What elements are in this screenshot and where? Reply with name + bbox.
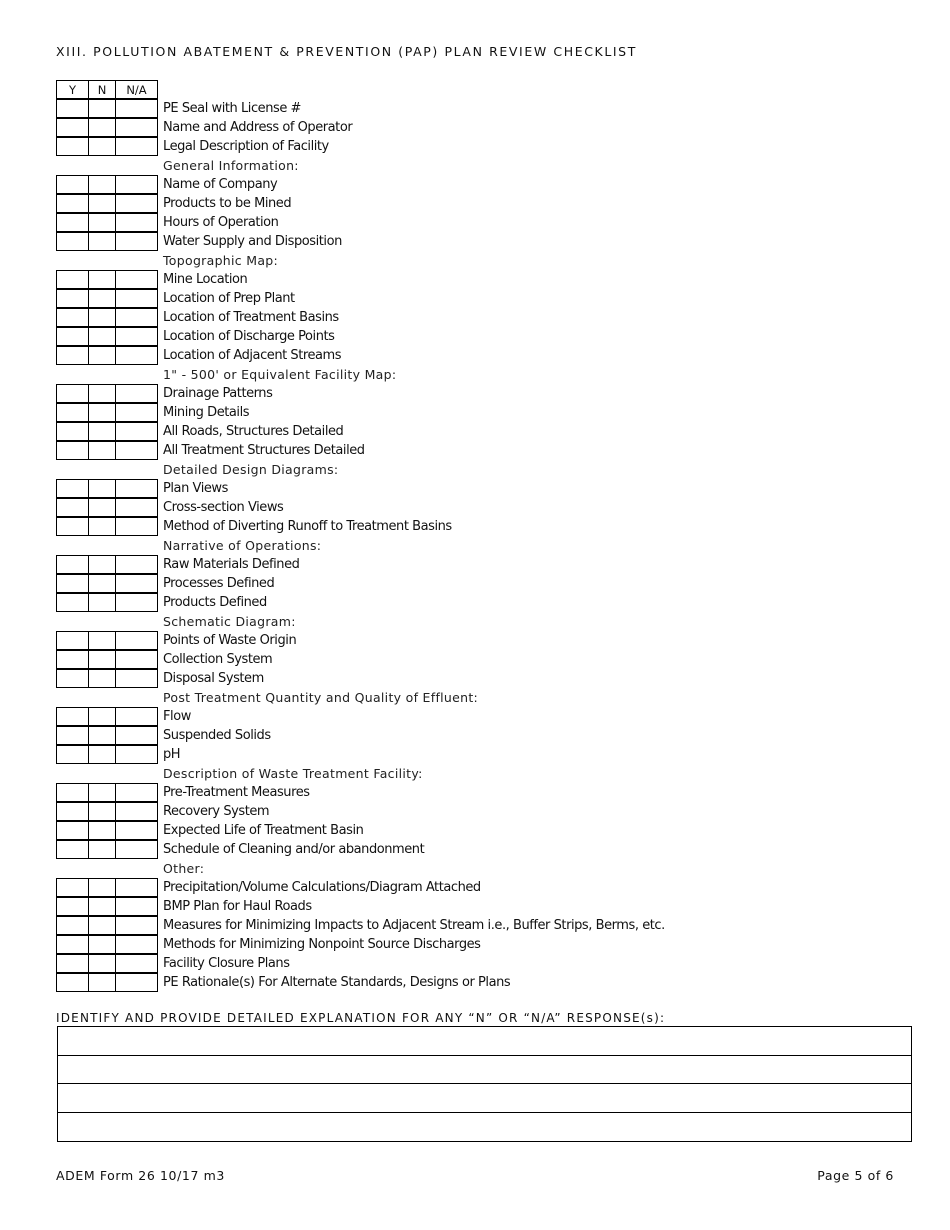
checkbox-y[interactable] <box>56 137 89 156</box>
section-heading: Narrative of Operations: <box>163 538 322 553</box>
column-n-label: N <box>89 81 116 99</box>
checkbox-y[interactable] <box>56 289 89 308</box>
explanation-box <box>57 1026 912 1142</box>
checkbox-na[interactable] <box>115 137 158 156</box>
checkbox-y[interactable] <box>56 194 89 213</box>
checkbox-group <box>56 517 157 536</box>
checkbox-n[interactable] <box>88 821 116 840</box>
checkbox-na[interactable] <box>115 346 158 365</box>
checkbox-n[interactable] <box>88 289 116 308</box>
checkbox-na[interactable] <box>115 175 158 194</box>
page-number: Page 5 of 6 <box>817 1168 894 1183</box>
item-label: Processes Defined <box>163 576 275 591</box>
checkbox-group <box>56 213 157 232</box>
checkbox-n[interactable] <box>88 232 116 251</box>
item-label: Location of Adjacent Streams <box>163 348 342 363</box>
section-heading: Schematic Diagram: <box>163 614 296 629</box>
checkbox-y[interactable] <box>56 441 89 460</box>
checkbox-n[interactable] <box>88 346 116 365</box>
checkbox-n[interactable] <box>88 745 116 764</box>
checkbox-na[interactable] <box>115 650 158 669</box>
checkbox-na[interactable] <box>115 118 158 137</box>
section-heading: Other: <box>163 861 205 876</box>
item-label: Disposal System <box>163 671 264 686</box>
checkbox-n[interactable] <box>88 650 116 669</box>
checkbox-y[interactable] <box>56 346 89 365</box>
checkbox-na[interactable] <box>115 631 158 650</box>
checkbox-n[interactable] <box>88 707 116 726</box>
checkbox-y[interactable] <box>56 669 89 688</box>
checkbox-group <box>56 973 157 992</box>
item-label: Location of Treatment Basins <box>163 310 339 325</box>
checkbox-y[interactable] <box>56 422 89 441</box>
checkbox-group <box>56 403 157 422</box>
checkbox-na[interactable] <box>115 232 158 251</box>
checkbox-group <box>56 669 157 688</box>
checkbox-na[interactable] <box>115 289 158 308</box>
checkbox-n[interactable] <box>88 726 116 745</box>
form-id: ADEM Form 26 10/17 m3 <box>56 1168 225 1183</box>
section-heading: Description of Waste Treatment Facility: <box>163 766 423 781</box>
checkbox-n[interactable] <box>88 669 116 688</box>
checkbox-na[interactable] <box>115 954 158 973</box>
checkbox-na[interactable] <box>115 422 158 441</box>
checkbox-na[interactable] <box>115 783 158 802</box>
checkbox-group <box>56 821 157 840</box>
checkbox-group <box>56 384 157 403</box>
item-label: Location of Discharge Points <box>163 329 335 344</box>
item-label: All Roads, Structures Detailed <box>163 424 344 439</box>
item-label: Flow <box>163 709 191 724</box>
checkbox-n[interactable] <box>88 175 116 194</box>
checkbox-na[interactable] <box>115 517 158 536</box>
checkbox-na[interactable] <box>115 916 158 935</box>
checkbox-na[interactable] <box>115 498 158 517</box>
checkbox-group <box>56 327 157 346</box>
checkbox-y[interactable] <box>56 802 89 821</box>
checkbox-n[interactable] <box>88 498 116 517</box>
checkbox-group <box>56 745 157 764</box>
checkbox-n[interactable] <box>88 403 116 422</box>
checkbox-y[interactable] <box>56 821 89 840</box>
checkbox-na[interactable] <box>115 707 158 726</box>
checkbox-na[interactable] <box>115 555 158 574</box>
column-y-label: Y <box>57 81 89 99</box>
checkbox-n[interactable] <box>88 593 116 612</box>
item-label: pH <box>163 747 181 762</box>
checkbox-na[interactable] <box>115 878 158 897</box>
checkbox-group <box>56 99 157 118</box>
checkbox-group <box>56 840 157 859</box>
checkbox-y[interactable] <box>56 897 89 916</box>
checkbox-y[interactable] <box>56 403 89 422</box>
explanation-line[interactable] <box>58 1084 911 1113</box>
checkbox-group <box>56 897 157 916</box>
item-label: Precipitation/Volume Calculations/Diagram Attached <box>163 880 481 895</box>
checkbox-n[interactable] <box>88 479 116 498</box>
checkbox-group <box>56 194 157 213</box>
page-title: XIII. POLLUTION ABATEMENT & PREVENTION (PAP) PLAN REVIEW CHECKLIST <box>56 44 637 59</box>
checkbox-y[interactable] <box>56 479 89 498</box>
checkbox-na[interactable] <box>115 821 158 840</box>
item-label: Collection System <box>163 652 273 667</box>
checkbox-na[interactable] <box>115 270 158 289</box>
checkbox-na[interactable] <box>115 840 158 859</box>
checkbox-y[interactable] <box>56 745 89 764</box>
item-label: PE Rationale(s) For Alternate Standards, Designs or Plans <box>163 975 511 990</box>
checkbox-group <box>56 650 157 669</box>
checkbox-y[interactable] <box>56 384 89 403</box>
checkbox-n[interactable] <box>88 840 116 859</box>
item-label: PE Seal with License # <box>163 101 301 116</box>
checkbox-n[interactable] <box>88 555 116 574</box>
checkbox-group <box>56 783 157 802</box>
checkbox-y[interactable] <box>56 213 89 232</box>
checkbox-na[interactable] <box>115 384 158 403</box>
item-label: Products Defined <box>163 595 267 610</box>
checkbox-n[interactable] <box>88 99 116 118</box>
checkbox-na[interactable] <box>115 593 158 612</box>
checkbox-n[interactable] <box>88 878 116 897</box>
checkbox-n[interactable] <box>88 935 116 954</box>
checkbox-column-header <box>56 80 158 99</box>
checkbox-y[interactable] <box>56 498 89 517</box>
checkbox-group <box>56 726 157 745</box>
item-label: Legal Description of Facility <box>163 139 329 154</box>
item-label: BMP Plan for Haul Roads <box>163 899 312 914</box>
item-label: Plan Views <box>163 481 228 496</box>
checkbox-n[interactable] <box>88 517 116 536</box>
item-label: Expected Life of Treatment Basin <box>163 823 364 838</box>
item-label: Hours of Operation <box>163 215 279 230</box>
explanation-line[interactable] <box>58 1027 911 1056</box>
checkbox-group <box>56 479 157 498</box>
item-label: Facility Closure Plans <box>163 956 290 971</box>
checkbox-na[interactable] <box>115 897 158 916</box>
checkbox-na[interactable] <box>115 194 158 213</box>
section-heading: Post Treatment Quantity and Quality of Effluent: <box>163 690 479 705</box>
checkbox-n[interactable] <box>88 441 116 460</box>
checkbox-na[interactable] <box>115 327 158 346</box>
item-label: Recovery System <box>163 804 270 819</box>
checkbox-group <box>56 270 157 289</box>
item-label: Cross-section Views <box>163 500 284 515</box>
item-label: Raw Materials Defined <box>163 557 300 572</box>
checkbox-y[interactable] <box>56 270 89 289</box>
checkbox-n[interactable] <box>88 783 116 802</box>
checkbox-group <box>56 707 157 726</box>
checkbox-n[interactable] <box>88 897 116 916</box>
checkbox-y[interactable] <box>56 935 89 954</box>
checkbox-y[interactable] <box>56 327 89 346</box>
item-label: Drainage Patterns <box>163 386 273 401</box>
checkbox-y[interactable] <box>56 175 89 194</box>
explanation-line[interactable] <box>58 1113 911 1142</box>
checkbox-y[interactable] <box>56 954 89 973</box>
checkbox-y[interactable] <box>56 517 89 536</box>
checkbox-y[interactable] <box>56 878 89 897</box>
checkbox-group <box>56 175 157 194</box>
checkbox-group <box>56 289 157 308</box>
section-heading: 1" - 500' or Equivalent Facility Map: <box>163 367 397 382</box>
explanation-line[interactable] <box>58 1056 911 1085</box>
checkbox-group <box>56 346 157 365</box>
checkbox-group <box>56 441 157 460</box>
checkbox-y[interactable] <box>56 973 89 992</box>
checkbox-group <box>56 555 157 574</box>
checkbox-group <box>56 498 157 517</box>
checkbox-y[interactable] <box>56 555 89 574</box>
checkbox-y[interactable] <box>56 707 89 726</box>
checkbox-y[interactable] <box>56 783 89 802</box>
item-label: Schedule of Cleaning and/or abandonment <box>163 842 425 857</box>
checkbox-na[interactable] <box>115 403 158 422</box>
checkbox-y[interactable] <box>56 232 89 251</box>
section-heading: Detailed Design Diagrams: <box>163 462 339 477</box>
checkbox-y[interactable] <box>56 593 89 612</box>
checkbox-n[interactable] <box>88 954 116 973</box>
checkbox-y[interactable] <box>56 840 89 859</box>
checkbox-na[interactable] <box>115 574 158 593</box>
item-label: Measures for Minimizing Impacts to Adjacent Stream i.e., Buffer Strips, Berms, etc. <box>163 918 665 933</box>
checkbox-group <box>56 802 157 821</box>
checkbox-group <box>56 878 157 897</box>
checkbox-group <box>56 631 157 650</box>
checkbox-na[interactable] <box>115 308 158 327</box>
section-heading: General Information: <box>163 158 299 173</box>
checkbox-group <box>56 935 157 954</box>
checkbox-na[interactable] <box>115 213 158 232</box>
checkbox-y[interactable] <box>56 574 89 593</box>
item-label: Method of Diverting Runoff to Treatment Basins <box>163 519 452 534</box>
checkbox-y[interactable] <box>56 726 89 745</box>
checkbox-na[interactable] <box>115 441 158 460</box>
section-heading: Topographic Map: <box>163 253 279 268</box>
item-label: Products to be Mined <box>163 196 292 211</box>
checkbox-group <box>56 118 157 137</box>
checkbox-na[interactable] <box>115 669 158 688</box>
item-label: Mine Location <box>163 272 248 287</box>
checkbox-y[interactable] <box>56 308 89 327</box>
checkbox-y[interactable] <box>56 916 89 935</box>
checkbox-na[interactable] <box>115 935 158 954</box>
checkbox-group <box>56 422 157 441</box>
item-label: Water Supply and Disposition <box>163 234 342 249</box>
checkbox-n[interactable] <box>88 308 116 327</box>
checkbox-y[interactable] <box>56 631 89 650</box>
explanation-label: IDENTIFY AND PROVIDE DETAILED EXPLANATION FOR ANY “N” OR “N/A” RESPONSE(s): <box>56 1011 666 1025</box>
checkbox-y[interactable] <box>56 118 89 137</box>
item-label: Pre-Treatment Measures <box>163 785 310 800</box>
checkbox-n[interactable] <box>88 384 116 403</box>
checkbox-n[interactable] <box>88 916 116 935</box>
checkbox-group <box>56 574 157 593</box>
checkbox-n[interactable] <box>88 118 116 137</box>
column-na-label: N/A <box>116 81 158 99</box>
checkbox-y[interactable] <box>56 99 89 118</box>
checkbox-group <box>56 308 157 327</box>
checkbox-n[interactable] <box>88 137 116 156</box>
checkbox-n[interactable] <box>88 327 116 346</box>
checkbox-na[interactable] <box>115 802 158 821</box>
item-label: Points of Waste Origin <box>163 633 297 648</box>
item-label: Location of Prep Plant <box>163 291 295 306</box>
checkbox-n[interactable] <box>88 631 116 650</box>
checkbox-n[interactable] <box>88 802 116 821</box>
item-label: Suspended Solids <box>163 728 271 743</box>
item-label: Name of Company <box>163 177 278 192</box>
checkbox-y[interactable] <box>56 650 89 669</box>
checkbox-n[interactable] <box>88 270 116 289</box>
checkbox-n[interactable] <box>88 422 116 441</box>
checkbox-na[interactable] <box>115 973 158 992</box>
checkbox-na[interactable] <box>115 726 158 745</box>
checkbox-n[interactable] <box>88 194 116 213</box>
checkbox-na[interactable] <box>115 99 158 118</box>
checkbox-group <box>56 593 157 612</box>
checkbox-group <box>56 232 157 251</box>
checkbox-n[interactable] <box>88 574 116 593</box>
checkbox-group <box>56 137 157 156</box>
item-label: Name and Address of Operator <box>163 120 353 135</box>
item-label: All Treatment Structures Detailed <box>163 443 365 458</box>
checkbox-n[interactable] <box>88 973 116 992</box>
item-label: Mining Details <box>163 405 250 420</box>
checkbox-n[interactable] <box>88 213 116 232</box>
checkbox-na[interactable] <box>115 479 158 498</box>
checkbox-group <box>56 916 157 935</box>
checkbox-group <box>56 954 157 973</box>
checkbox-na[interactable] <box>115 745 158 764</box>
item-label: Methods for Minimizing Nonpoint Source Discharges <box>163 937 481 952</box>
